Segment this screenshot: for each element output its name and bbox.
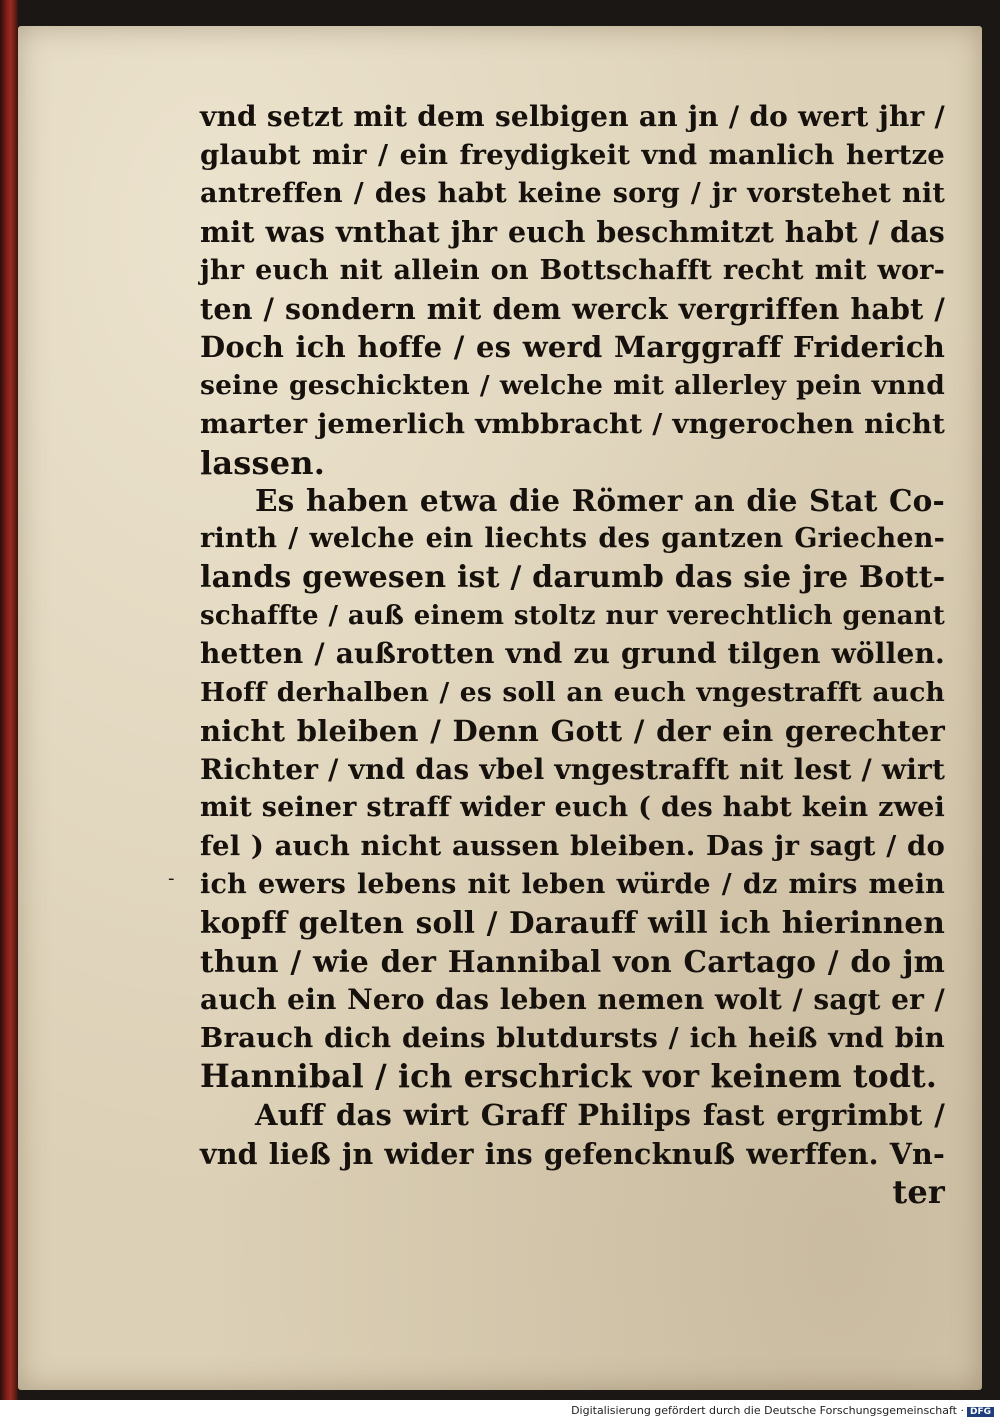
digitization-credit bbox=[571, 1404, 994, 1417]
text-line: seine geschickten / welche mit allerley pein vnnd bbox=[200, 369, 945, 401]
text-line: vnd ließ jn wider ins gefencknuß werffen. Vn- bbox=[200, 1136, 945, 1171]
text-line: mit seiner straff wider euch ( des habt kein zwei bbox=[200, 792, 945, 824]
text-line: Doch ich hoffe / es werd Marggraff Friderich bbox=[200, 330, 945, 365]
text-line: schaffte / auß einem stoltz nur verechtlich genant bbox=[200, 601, 945, 632]
text-line: glaubt mir / ein freydigkeit vnd manlich hertze bbox=[200, 139, 945, 172]
dfg-logo-icon: DFG bbox=[967, 1407, 994, 1417]
text-line: antreffen / des habt keine sorg / jr vorstehet nit bbox=[200, 177, 945, 209]
text-line: nicht bleiben / Denn Gott / der ein gerechter bbox=[200, 714, 945, 749]
text-line: kopff gelten soll / Darauff will ich hierinnen bbox=[200, 905, 945, 941]
text-line: ten / sondern mit dem werck vergriffen habt / bbox=[200, 291, 945, 326]
text-line: lands gewesen ist / darumb das sie jre Bott- bbox=[200, 559, 946, 595]
book-page bbox=[18, 26, 982, 1390]
text-line: rinth / welche ein liechts des gantzen Griechen- bbox=[200, 523, 945, 555]
book-edge bbox=[0, 0, 18, 1400]
text-line: thun / wie der Hannibal von Cartago / do jm bbox=[200, 943, 945, 979]
text-line: hetten / außrotten vnd zu grund tilgen wöllen. bbox=[200, 637, 945, 671]
margin-mark: - bbox=[168, 868, 175, 889]
text-line: fel ) auch nicht aussen bleiben. Das jr sagt / do bbox=[200, 830, 945, 863]
text-line: lassen. bbox=[200, 443, 326, 482]
text-line: Brauch dich deins blutdursts / ich heiß vnd bin bbox=[200, 1022, 945, 1055]
text-line: jhr euch nit allein on Bottschafft recht mit wor- bbox=[200, 254, 945, 286]
text-line: Hannibal / ich erschrick vor keinem todt. bbox=[200, 1057, 938, 1095]
catchword: ter bbox=[892, 1172, 945, 1211]
text-line: Richter / vnd das vbel vngestrafft nit lest / wirt bbox=[200, 752, 946, 786]
paragraph-start-line: Auff das wirt Graff Philips fast ergrimbt / bbox=[255, 1098, 945, 1133]
paragraph-start-line: Es haben etwa die Römer an die Stat Co- bbox=[255, 482, 945, 518]
text-line: vnd setzt mit dem selbigen an jn / do wert jhr / bbox=[200, 100, 945, 133]
text-line: marter jemerlich vmbbracht / vngerochen nicht bbox=[200, 408, 945, 441]
text-line: auch ein Nero das leben nemen wolt / sagt er / bbox=[200, 982, 945, 1016]
text-line: Hoff derhalben / es soll an euch vngestrafft auch bbox=[200, 676, 945, 708]
text-line: ich ewers lebens nit leben würde / dz mirs mein bbox=[200, 868, 945, 900]
text-line: mit was vnthat jhr euch beschmitzt habt / das bbox=[200, 215, 945, 250]
text-block bbox=[200, 98, 945, 1211]
credit-text: Digitalisierung gefördert durch die Deutsche Forschungsgemeinschaft · bbox=[571, 1404, 964, 1417]
